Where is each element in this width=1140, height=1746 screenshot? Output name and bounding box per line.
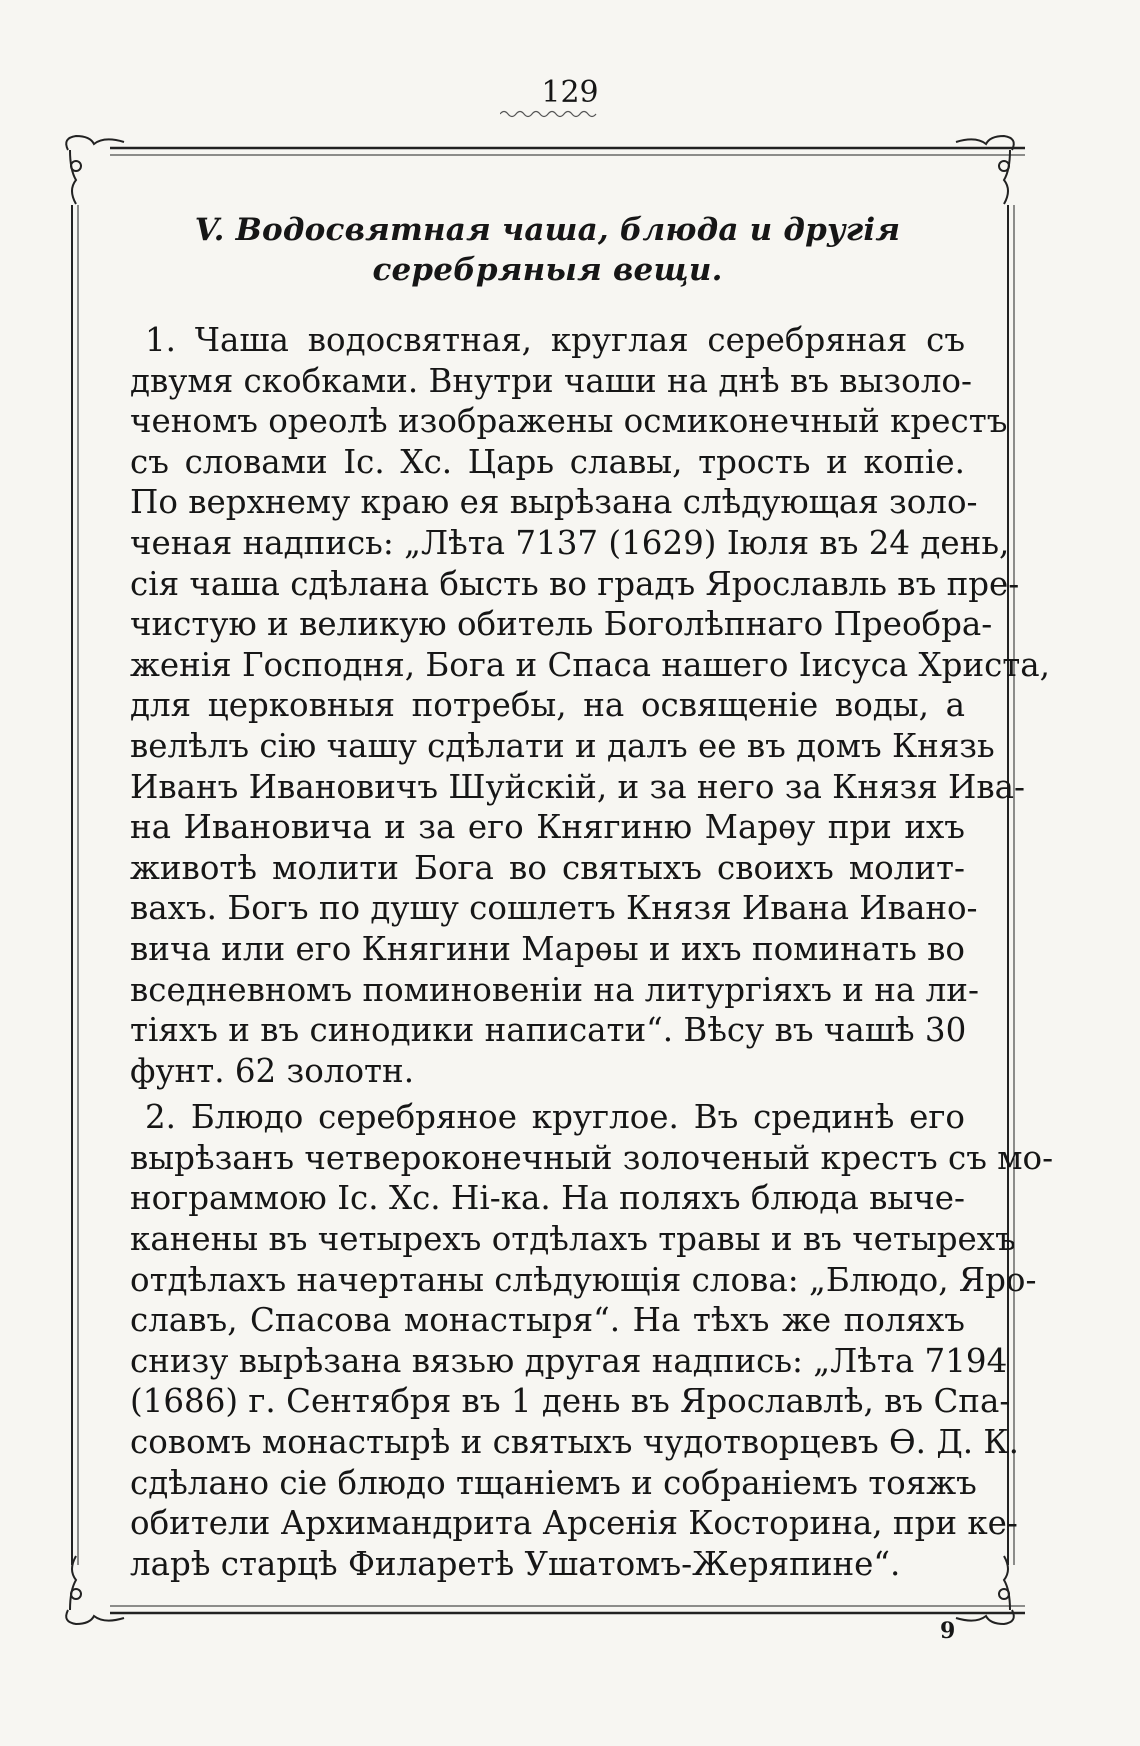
text-line: фунт. 62 золотн. <box>130 1051 415 1090</box>
text-line: ларѣ старцѣ Филаретѣ Ушатомъ-Жеряпине“. <box>130 1544 901 1583</box>
text-line: вича или его Княгини Марѳы и ихъ поминать во <box>130 929 965 968</box>
text-line: чистую и великую обитель Боголѣпнаго Преобра- <box>130 605 993 644</box>
text-line: славъ, Спасова монастыря“. На тѣхъ же поляхъ <box>130 1301 965 1340</box>
text-line: вахъ. Богъ по душу сошлетъ Князя Ивана Ивано- <box>130 889 978 928</box>
text-line: животѣ молити Бога во святыхъ своихъ молит- <box>130 848 965 887</box>
text-line: ченая надпись: „Лѣта 7137 (1629) Іюля въ 24 день, <box>130 523 1010 562</box>
text-line: отдѣлахъ начертаны слѣдующія слова: „Блюдо, Яро- <box>130 1260 1037 1299</box>
text-line: Иванъ Ивановичъ Шуйскій, и за него за Князя Ива- <box>130 767 1026 806</box>
signature-mark: 9 <box>940 1618 956 1644</box>
text-line: на Ивановича и за его Княгиню Марѳу при ихъ <box>130 808 965 847</box>
text-line: По верхнему краю ея вырѣзана слѣдующая золо- <box>130 483 978 522</box>
text-line: съ словами Іс. Хс. Царь славы, трость и копіе. <box>130 442 965 481</box>
text-line: для церковныя потребы, на освященіе воды, а <box>130 686 965 725</box>
text-line: вседневномъ поминовеніи на литургіяхъ и на ли- <box>130 970 979 1009</box>
text-line: канены въ четырехъ отдѣлахъ травы и въ четырехъ <box>130 1220 1016 1259</box>
text-line: двумя скобками. Внутри чаши на днѣ въ вызоло- <box>130 361 972 400</box>
section-heading: V. Водосвятная чаша, блюда и другія серебряныя вещи. <box>194 212 901 288</box>
text-line: сдѣлано сіе блюдо тщаніемъ и собраніемъ тояжъ <box>130 1463 977 1502</box>
text-line: 2. Блюдо серебряное круглое. Въ срединѣ его <box>145 1098 965 1137</box>
text-line: обители Архимандрита Арсенія Косторина, при ке- <box>130 1504 1018 1543</box>
text-line: женія Господня, Бога и Спаса нашего Іисуса Христа, <box>130 645 1050 684</box>
text-line: 1. Чаша водосвятная, круглая серебряная съ <box>145 321 965 359</box>
text-line: (1686) г. Сентября въ 1 день въ Ярославлѣ, въ Спа- <box>130 1382 1011 1421</box>
paragraph-1 <box>130 320 1050 1091</box>
text-line: вырѣзанъ четвероконечный золоченый крестъ съ мо- <box>130 1138 1054 1177</box>
text-line: нограммою Іс. Хс. Ні-ка. На поляхъ блюда выче- <box>130 1179 965 1218</box>
text-line: снизу вырѣзана вязью другая надпись: „Лѣта 7194 <box>130 1341 1008 1380</box>
text-line: сія чаша сдѣлана бысть во градъ Ярославль въ пре- <box>130 564 1020 603</box>
page-content <box>130 210 1054 1590</box>
page-number: 129 <box>541 75 599 110</box>
paragraph-2 <box>130 1097 1054 1584</box>
text-line: совомъ монастырѣ и святыхъ чудотворцевъ Ѳ. Д. К. <box>130 1423 1019 1462</box>
text-line: тіяхъ и въ синодики написати“. Вѣсу въ чашѣ 30 <box>130 1011 967 1050</box>
text-line: велѣлъ сію чашу сдѣлати и далъ ее въ домъ Князь <box>130 726 995 765</box>
text-line: ченомъ ореолѣ изображены осмиконечный крестъ <box>130 402 1008 441</box>
